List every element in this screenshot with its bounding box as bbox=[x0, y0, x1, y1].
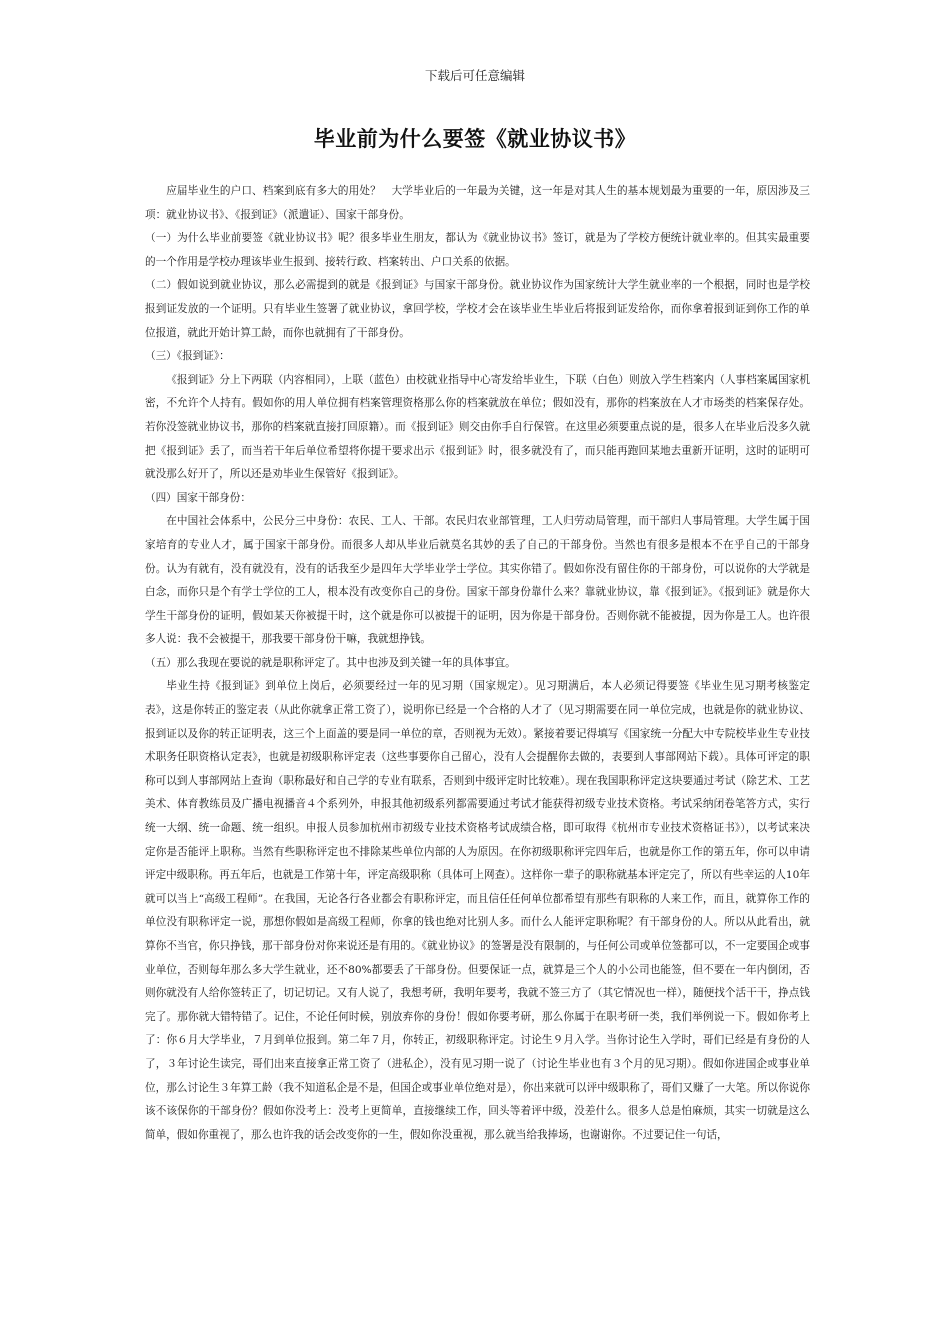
paragraph-section-1: （一）为什么毕业前要签《就业协议书》呢？很多毕业生朋友，都认为《就业协议书》签订，就是为了学校方便统计就业率的。但其实最重要的一个作用是学校办理该毕业生报到、接转行政、档案转出、户口关系的依据。 bbox=[145, 232, 810, 268]
paragraph-intro: 应届毕业生的户口、档案到底有多大的用处？ 大学毕业后的一年最为关键，这一年是对其人生的基本规划最为重要的一年，原因涉及三项：就业协议书》、《报到证》（派遣证）、国家干部身份。 bbox=[145, 185, 810, 221]
paragraph-section-5-body: 毕业生持《报到证》到单位上岗后，必须要经过一年的见习期（国家规定）。见习期满后，本人必须记得要签《毕业生见习期考核鉴定表》，这是你转正的鉴定表（从此你就拿正常工资了），说明你已经是一个合格的人才了（见习期需要在同一单位完成，也就是你的就业协议、报到证以及你的转正证明表，这三个上面盖的要是同一单位的章，否则视为无效）。紧接着要记得填写《国家统一分配大中专院校毕业生专业技术职务任职资格认定表》，也就是初级职称评定表（这些事要你自己留心，没有人会提醒你去做的，表要到人事部网站下载）。具体可评定的职称可以到人事部网站上查询（职称最好和自己学的专业有联系，否则到中级评定时比较难）。现在我国职称评定这块要通过考试（除艺术、工艺美术、体育教练员及广播电视播音４个系列外，申报其他初级系列都需要通过考试才能获得初级专业技术资格。考试采纳闭卷笔答方式，实行统一大纲、统一命题、统一组织。申报人员参加杭州市初级专业技术资格考试成绩合格，即可取得《杭州市专业技术资格证书》），以考试来决定你是否能评上职称。当然有些职称评定也不排除某些单位内部的人为原因。在你初级职称评完四年后，也就是你工作的第五年，你可以申请评定中级职称。再五年后，也就是工作第十年，评定高级职称（具体可上网查）。这样你一辈子的职称就基本评定完了，所以有些幸运的人10年就可以当上“高级工程师”。在我国，无论各行各业都会有职称评定，而且信任任何单位都希望有那些有职称的人来工作，而且，就算你工作的单位没有职称评定一说，那想你假如是高级工程师，你拿的钱也绝对比别人多。而什么人能评定职称呢？有干部身份的人。所以从此看出，就算你不当官，你只挣钱，那干部身份对你来说还是有用的。《就业协议》的签署是没有限制的，与任何公司或单位签都可以，不一定要国企或事业单位，否则每年那么多大学生就业，还不80%都要丢了干部身份。但要保证一点，就算是三个人的小公司也能签，但不要在一年内倒闭，否则你就没有人给你签转正了，切记切记。又有人说了，我想考研，我明年要考，我就不签三方了（其它情况也一样），随便找个活干干，挣点钱完了。那你就大错特错了。记住，不论任何时候，别放弃你的身份！假如你要考研，那么你属于在职考研一类，我们举例说一下。假如你考上了：你６月大学毕业，７月到单位报到。第二年７月，你转正，初级职称评定。讨论生９月入学。当你讨论生入学时，哥们已经是有身份的人了，３年讨论生读完，哥们出来直接拿正常工资了（进私企），没有见习期一说了（讨论生毕业也有３个月的见习期）。假如你进国企或事业单位，那么讨论生３年算工龄（我不知道私企是不是，但国企或事业单位绝对是），你出来就可以评中级职称了，哥们又赚了一大笔。所以你说你该不该保你的干部身份？假如你没考上：没考上更简单，直接继续工作，回头等着评中级，没差什么。很多人总是怕麻烦，其实一切就是这么简单，假如你重视了，那么也许我的话会改变你的一生，假如你没重视，那么就当给我捧场，也谢谢你。不过要记住一句话， bbox=[145, 680, 810, 1141]
header-note: 下载后可任意编辑 bbox=[424, 68, 525, 83]
paragraph-section-3-body: 《报到证》分上下两联（内容相同），上联（蓝色）由校就业指导中心寄发给毕业生，下联（白色）则放入学生档案内（人事档案属国家机密，不允许个人持有。假如你的用人单位拥有档案管理资格那么你的档案就放在单位；假如没有，那你的档案放在人才市场类的档案保存处。若你没签就业协议书，那你的档案就直接打回原籍）。而《报到证》则交由你手自行保管。在这里必须要重点说的是，很多人在毕业后没多久就把《报到证》丢了，而当若干年后单位希望将你提干要求出示《报到证》时，很多就没有了，而只能再跑回某地去重新开证明，这时的证明可就没那么好开了，所以还是劝毕业生保管好《报到证》。 bbox=[145, 373, 810, 481]
document-title: 毕业前为什么要签《就业协议书》 bbox=[313, 127, 637, 151]
paragraph-section-2: （二）假如说到就业协议，那么必需提到的就是《报到证》与国家干部身份。就业协议作为国家统计大学生就业率的一个根据，同时也是学校报到证发放的一个证明。只有毕业生签署了就业协议，拿回学校，学校才会在该毕业生毕业后将报到证发给你，而你拿着报到证到你工作的单位报道，就此开始计算工龄，而你也就拥有了干部身份。 bbox=[145, 279, 810, 339]
paragraph-section-3-heading: （三）《报到证》： bbox=[145, 350, 230, 363]
paragraph-section-4-body: 在中国社会体系中，公民分三中身份：农民、工人、干部。农民归农业部管理，工人归劳动局管理，而干部归人事局管理。大学生属于国家培育的专业人才，属于国家干部身份。而很多人却从毕业后就莫名其妙的丢了自己的干部身份。当然也有很多是根本不在乎自己的干部身份。认为有就有，没有就没有，没有的话我至少是四年大学毕业学士学位。其实你错了。假如你没有留住你的干部身份，可以说你的大学就是白念，而你只是个有学士学位的工人，根本没有改变你自己的身份。国家干部身份靠什么来？靠就业协议，靠《报到证》。《报到证》就是你大学生干部身份的证明，假如某天你被提干时，这个就是你可以被提干的证明，因为你是干部身份。否则你就不能被提，因为你是工人。也许很多人说：我不会被提干，那我要干部身份干嘛，我就想挣钱。 bbox=[145, 515, 810, 646]
paragraph-section-4-heading: （四）国家干部身份： bbox=[145, 491, 251, 504]
document-body bbox=[145, 180, 810, 1147]
paragraph-section-5-heading: （五）那么我现在要说的就是职称评定了。其中也涉及到关键一年的具体事宜。 bbox=[145, 656, 516, 669]
